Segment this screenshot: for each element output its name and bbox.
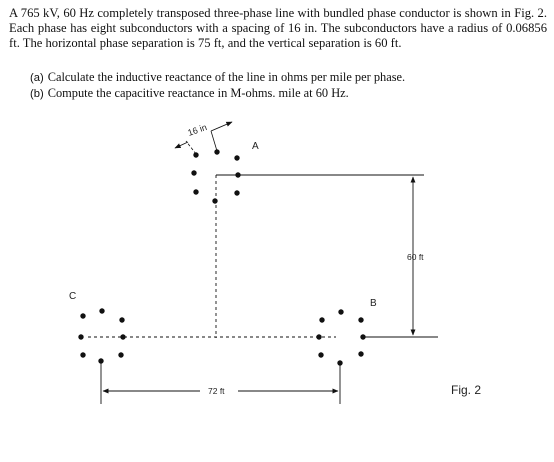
phase-c-label: C [69,291,77,302]
question-a-text: Calculate the inductive reactance of the line in ohms per mile per phase. [47,70,406,84]
horizontal-dimension-label: 72 ft [208,386,225,396]
phase-b-label: B [370,298,377,309]
question-b-text: Compute the capacitive reactance in M-ohms. mile at 60 Hz. [47,86,349,100]
problem-statement: A 765 kV, 60 Hz completely transposed three-phase line with bundled phase conductor is shown in Fig. 2. Each phase has eight subconductors with a spacing of 16 in. The subconductors have a radius of 0.06856 ft. The horizontal phase separation is 75 ft, and the vertical separation is 60 ft. [9,6,547,51]
vertical-dimension-label: 60 ft [407,252,424,262]
question-a-label: (a) [30,72,44,84]
phase-a-label: A [252,141,259,152]
spacing-dimension [175,122,232,154]
phase-c-bundle [78,308,125,363]
spacing-label: 16 in [186,122,209,138]
phase-b-bundle [316,309,365,365]
figure-caption: Fig. 2 [451,383,482,397]
question-b-label: (b) [30,88,44,100]
